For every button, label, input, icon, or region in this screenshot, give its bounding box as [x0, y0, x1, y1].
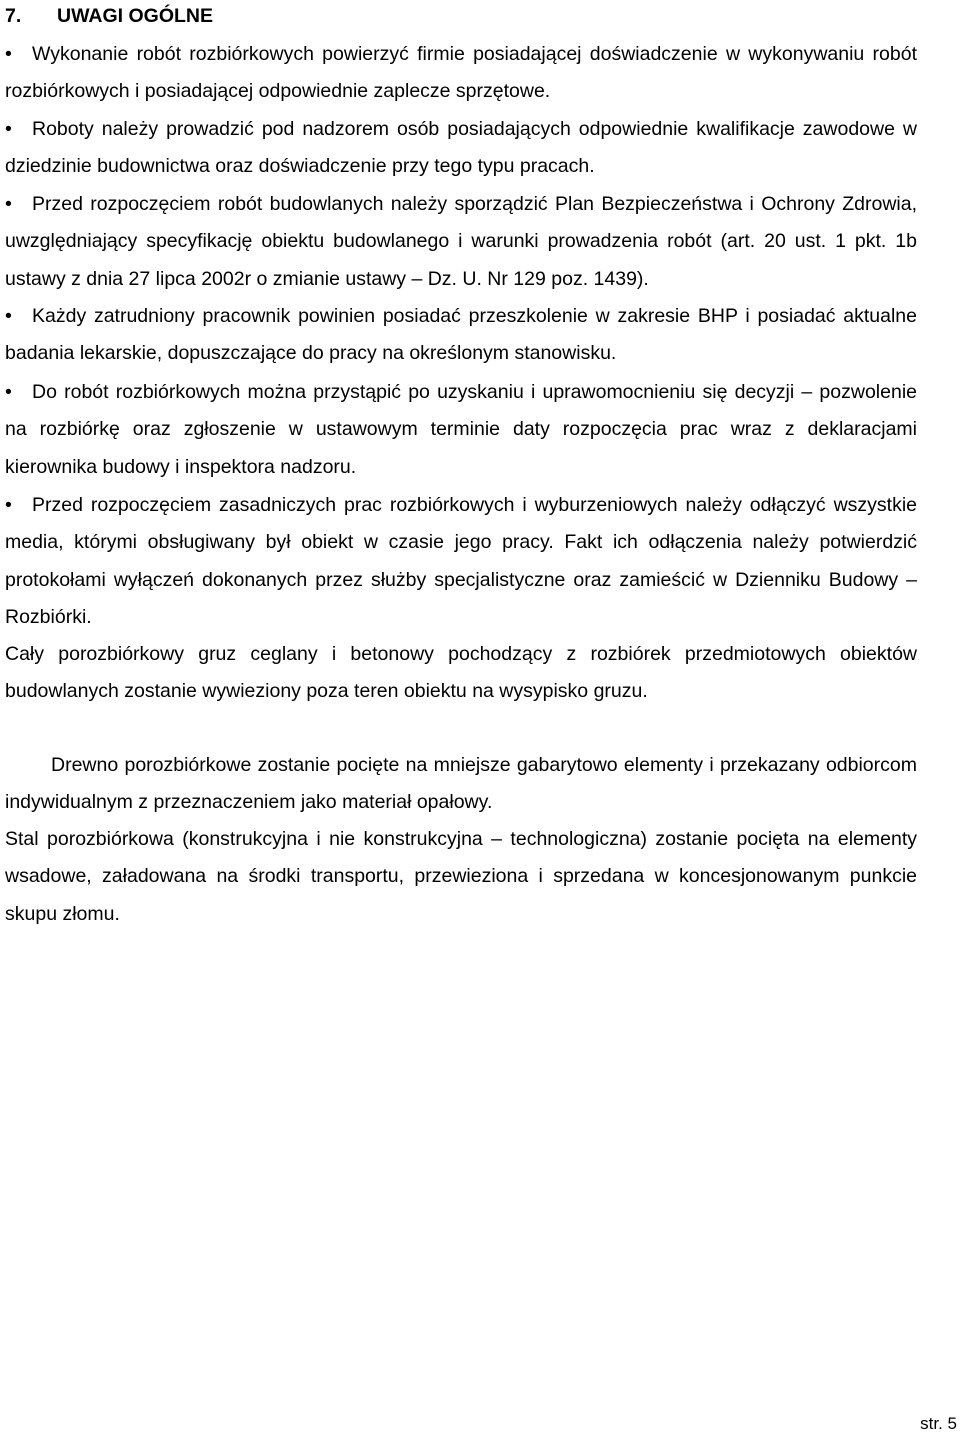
- bullet-icon: •: [5, 381, 12, 403]
- section-number: 7.: [5, 5, 22, 27]
- body-paragraph: [5, 747, 917, 822]
- bullet-icon: •: [5, 193, 12, 215]
- section-title: UWAGI OGÓLNE: [57, 5, 213, 27]
- bullet-text: Do robót rozbiórkowych można przystąpić po uzyskaniu i uprawomocnieniu się decyzji – pozwolenie na rozbiórkę oraz zgłoszenie w ustawowym terminie daty rozpoczęcia prac wraz z deklaracjami kierownika budowy i inspektora nadzoru.: [5, 381, 917, 478]
- bullet-text: Wykonanie robót rozbiórkowych powierzyć firmie posiadającej doświadczenie w wykonywaniu robót rozbiórkowych i posiadającej odpowiednie zaplecze sprzętowe.: [5, 43, 917, 103]
- bullet-item: [5, 36, 917, 111]
- page-number: str. 5: [920, 1414, 957, 1433]
- bullet-text: Każdy zatrudniony pracownik powinien posiadać przeszkolenie w zakresie BHP i posiadać aktualne badania lekarskie, dopuszczające do pracy na określonym stanowisku.: [5, 305, 917, 365]
- bullet-text: Przed rozpoczęciem zasadniczych prac rozbiórkowych i wyburzeniowych należy odłączyć wszystkie media, którymi obsługiwany był obiekt w czasie jego pracy. Fakt ich odłączenia należy potwierdzić protokołami wyłączeń dokonanych przez służby specjalistyczne oraz zamieścić w Dzienniku Budowy – Rozbiórki.: [5, 494, 917, 628]
- bullet-item: [5, 298, 917, 373]
- bullet-text: Przed rozpoczęciem robót budowlanych należy sporządzić Plan Bezpieczeństwa i Ochrony Zdrowia, uwzględniający specyfikację obiektu budowlanego i warunki prowadzenia robót (art. 20 ust. 1 pkt. 1b ustawy z dnia 27 lipca 2002r o zmianie ustawy – Dz. U. Nr 129 poz. 1439).: [5, 193, 917, 290]
- bullet-icon: •: [5, 494, 12, 516]
- bullet-icon: •: [5, 305, 12, 327]
- body-paragraph: Stal porozbiórkowa (konstrukcyjna i nie konstrukcyjna – technologiczna) zostanie pocięta na elementy wsadowe, załadowana na środki transportu, przewieziona i sprzedana w koncesjonowanym punkcie skupu złomu.: [5, 828, 917, 925]
- bullet-icon: •: [5, 43, 12, 65]
- bullet-text: Roboty należy prowadzić pod nadzorem osób posiadających odpowiednie kwalifikacje zawodowe w dziedzinie budownictwa oraz doświadczenie przy tego typu pracach.: [5, 118, 917, 178]
- body-paragraph: Cały porozbiórkowy gruz ceglany i betonowy pochodzący z rozbiórek przedmiotowych obiektów budowlanych zostanie wywieziony poza teren obiektu na wysypisko gruzu.: [5, 643, 917, 703]
- bullet-item: [5, 374, 917, 486]
- bullet-item: [5, 186, 917, 298]
- bullet-item: [5, 487, 917, 636]
- section-heading: [5, 4, 213, 28]
- bullet-icon: •: [5, 118, 12, 140]
- paragraph-text: Drewno porozbiórkowe zostanie pocięte na mniejsze gabarytowo elementy i przekazany odbiorcom indywidualnym z przeznaczeniem jako materiał opałowy.: [5, 754, 917, 814]
- bullet-item: [5, 111, 917, 186]
